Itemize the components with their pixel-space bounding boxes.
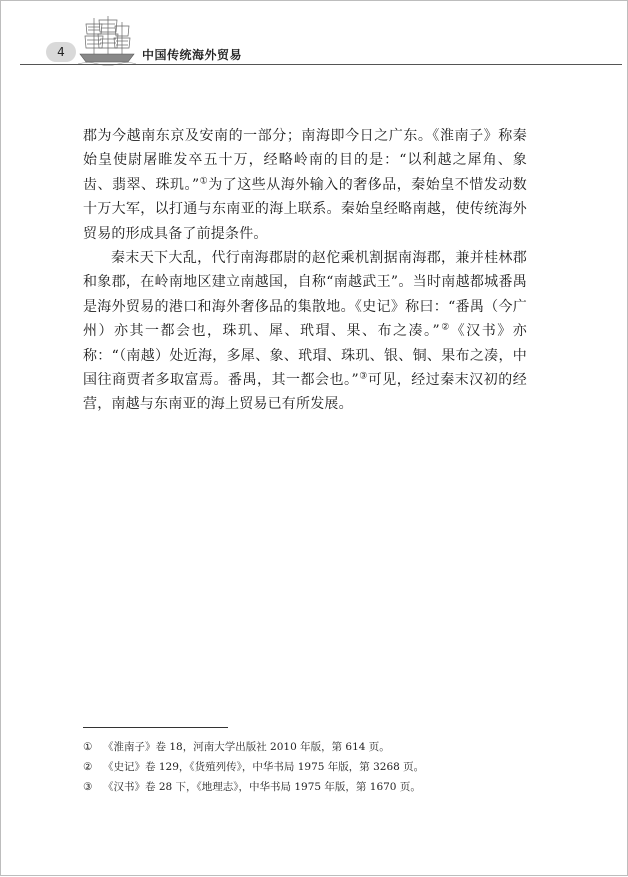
footnote-ref-3[interactable]: ③	[358, 371, 368, 382]
paragraph-2-text-a: 秦末天下大乱，代行南海郡尉的赵佗乘机割据南海郡，兼并桂林郡和象郡，在岭南地区建立南越国，自称“南越武王”。当时南越都城番禺是海外贸易的港口和海外奢侈品的集散地。《史记》称曰：“番禺（今广州）亦其一都会也，珠玑、犀、玳瑁、果、布之凑。”	[83, 250, 527, 340]
footnote-text: 《史记》卷 129，《货殖列传》，中华书局 1975 年版，第 3268 页。	[103, 761, 425, 773]
running-title: 中国传统海外贸易	[142, 48, 243, 62]
footnote-item	[83, 737, 543, 757]
page-number: 4	[46, 42, 76, 62]
footnote-separator	[83, 727, 228, 728]
footnote-number: ③	[83, 781, 93, 793]
main-text	[83, 124, 527, 417]
footnote-number: ②	[83, 761, 93, 773]
footnote-item	[83, 777, 543, 797]
footnote-item	[83, 757, 543, 777]
paragraph-2	[83, 246, 527, 417]
header-rule	[20, 64, 622, 65]
paragraph-1	[83, 124, 527, 246]
paragraph-1-text-a: 郡为今越南东京及安南的一部分；南海即今日之广东。《淮南子》称秦始皇使尉屠睢发卒五十万，经略岭南的目的是：“以利越之犀角、象齿、翡翠、珠玑。”	[83, 128, 527, 193]
paragraph-2-text-b: 《汉书》亦称：“（南越）处近海，多犀、象、玳瑁、珠玑、银、铜、果布之凑，中国往商贾者多取富焉。番禺，其一都会也。”	[83, 323, 527, 389]
paragraph-1-text-b: 为了这些从海外输入的奢侈品，秦始皇不惜发动数十万大军，以打通与东南亚的海上联系。秦始皇经略南越，使传统海外贸易的形成具备了前提条件。	[83, 176, 527, 242]
footnote-ref-1[interactable]: ①	[199, 176, 209, 187]
page-header	[0, 0, 628, 72]
sailing-ship-icon	[78, 14, 136, 66]
footnote-ref-2[interactable]: ②	[439, 322, 451, 333]
footnote-number: ①	[83, 741, 93, 753]
footnotes	[83, 737, 543, 797]
footnote-text: 《汉书》卷 28 下，《地理志》，中华书局 1975 年版，第 1670 页。	[103, 781, 421, 793]
footnote-text: 《淮南子》卷 18，河南大学出版社 2010 年版，第 614 页。	[103, 741, 390, 753]
paragraph-2-text-c: 可见，经过秦末汉初的经营，南越与东南亚的海上贸易已有所发展。	[83, 372, 527, 413]
